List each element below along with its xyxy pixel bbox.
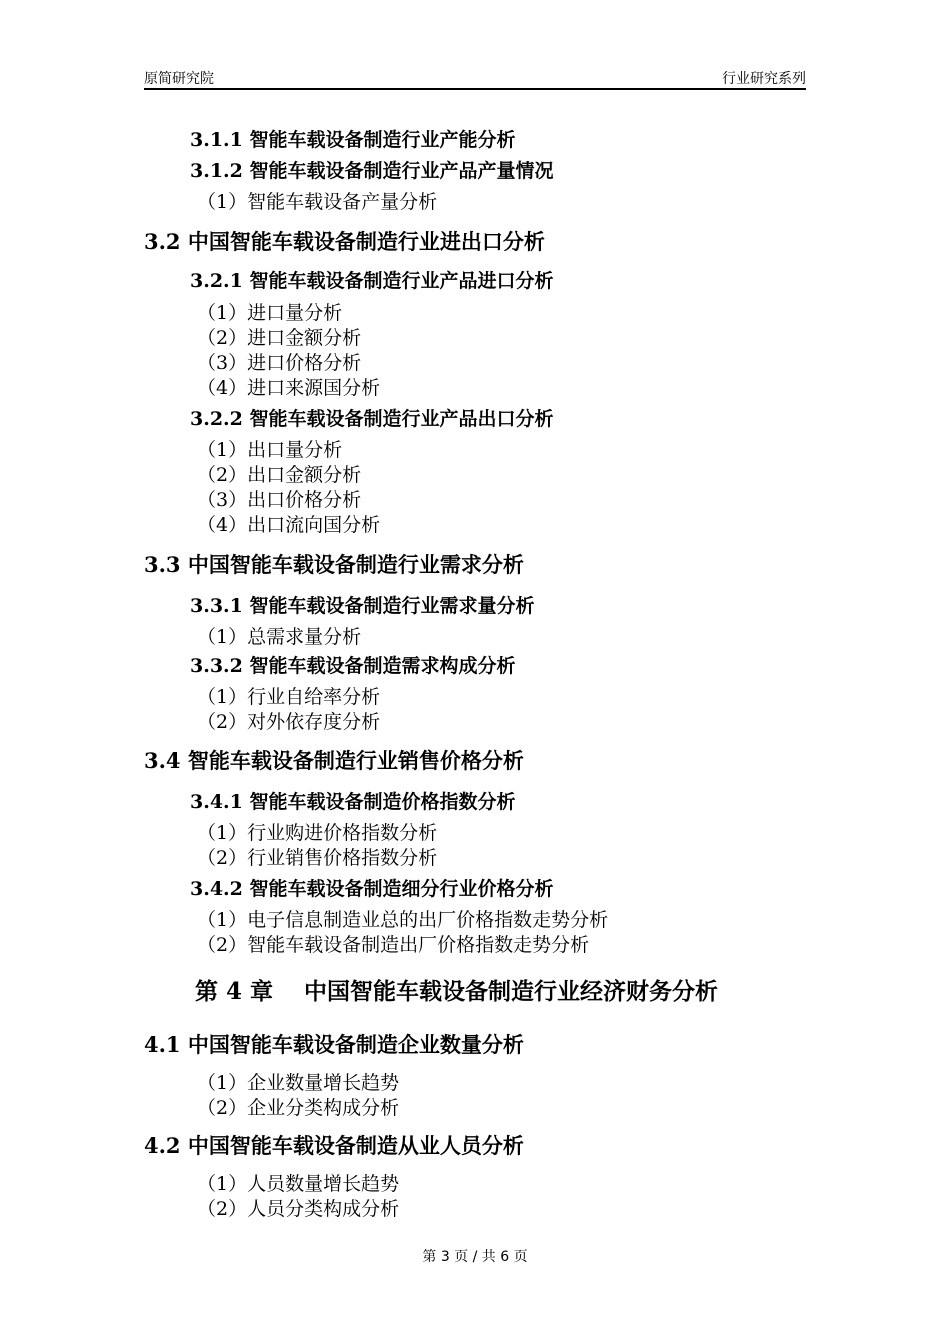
header-series-name: 行业研究系列 bbox=[722, 71, 806, 87]
toc-entry: （2）智能车载设备制造出厂价格指数走势分析 bbox=[197, 934, 590, 956]
toc-entry: （1）人员数量增长趋势 bbox=[197, 1173, 400, 1195]
toc-entry: （1）行业自给率分析 bbox=[197, 686, 381, 708]
toc-entry: 3.3.2 智能车载设备制造需求构成分析 bbox=[190, 655, 516, 677]
toc-entry: 3.4 智能车载设备制造行业销售价格分析 bbox=[144, 748, 524, 773]
toc-entry: （1）电子信息制造业总的出厂价格指数走势分析 bbox=[197, 909, 609, 931]
toc-entry: （2）出口金额分析 bbox=[197, 464, 362, 486]
toc-entry: 4.2 中国智能车载设备制造从业人员分析 bbox=[144, 1133, 524, 1158]
toc-entry: （2）对外依存度分析 bbox=[197, 711, 381, 733]
toc-entry: （3）进口价格分析 bbox=[197, 352, 362, 374]
toc-entry: （4）进口来源国分析 bbox=[197, 377, 381, 399]
toc-entry: 3.4.1 智能车载设备制造价格指数分析 bbox=[190, 791, 516, 813]
toc-entry: 3.2 中国智能车载设备制造行业进出口分析 bbox=[144, 229, 545, 254]
toc-entry: （1）总需求量分析 bbox=[197, 626, 362, 648]
page-header bbox=[144, 66, 806, 90]
toc-entry: （4）出口流向国分析 bbox=[197, 514, 381, 536]
header-org-name: 原简研究院 bbox=[144, 71, 214, 87]
toc-entry: （2）人员分类构成分析 bbox=[197, 1198, 400, 1220]
toc-entry: （1）进口量分析 bbox=[197, 302, 343, 324]
toc-entry: 3.4.2 智能车载设备制造细分行业价格分析 bbox=[190, 878, 554, 900]
toc-entry: （2）进口金额分析 bbox=[197, 327, 362, 349]
toc-entry: 3.1.2 智能车载设备制造行业产品产量情况 bbox=[190, 160, 554, 182]
toc-entry: （3）出口价格分析 bbox=[197, 489, 362, 511]
page-footer: 第 3 页 / 共 6 页 bbox=[422, 1249, 528, 1265]
toc-entry: （2）行业销售价格指数分析 bbox=[197, 847, 438, 869]
toc-entry: 4.1 中国智能车载设备制造企业数量分析 bbox=[144, 1032, 524, 1057]
toc-entry: 3.2.2 智能车载设备制造行业产品出口分析 bbox=[190, 408, 554, 430]
toc-entry: （1）智能车载设备产量分析 bbox=[197, 191, 438, 213]
toc-entry: 3.3.1 智能车载设备制造行业需求量分析 bbox=[190, 595, 535, 617]
toc-entry: （2）企业分类构成分析 bbox=[197, 1097, 400, 1119]
toc-entry: 3.2.1 智能车载设备制造行业产品进口分析 bbox=[190, 270, 554, 292]
toc-entry: （1）出口量分析 bbox=[197, 439, 343, 461]
chapter-heading: 第 4 章 中国智能车载设备制造行业经济财务分析 bbox=[195, 978, 719, 1005]
toc-entry: （1）企业数量增长趋势 bbox=[197, 1072, 400, 1094]
toc-entry: 3.1.1 智能车载设备制造行业产能分析 bbox=[190, 129, 516, 151]
toc-entry: （1）行业购进价格指数分析 bbox=[197, 822, 438, 844]
toc-entry: 3.3 中国智能车载设备制造行业需求分析 bbox=[144, 552, 524, 577]
